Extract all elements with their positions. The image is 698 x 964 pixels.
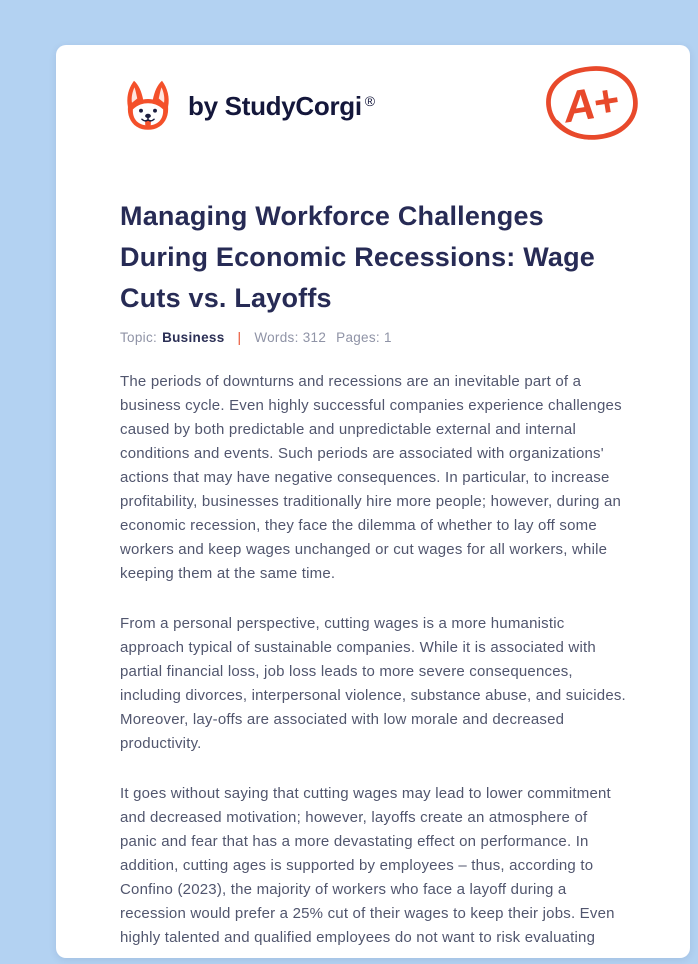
article-meta	[120, 330, 626, 345]
meta-pages-label: Pages:	[336, 330, 380, 345]
meta-separator: |	[237, 330, 242, 345]
paragraph-1: The periods of downturns and recessions are an inevitable part of a business cycle. Even highly successful companies experience challenges caused by both predictable and unpredictable external and internal conditions and events. Such periods are associated with organizations' actions that may have negative consequences. In particular, to increase profitability, businesses traditionally hire more people; however, during an economic recession, they face the dilemma of whether to lay off some workers and keep wages unchanged or cut wages for all workers, while keeping them at the same time.	[120, 373, 622, 582]
meta-pages-value: 1	[384, 330, 392, 345]
brand-name	[188, 91, 375, 122]
brand-name-text: by StudyCorgi	[188, 90, 362, 121]
paragraph-3: It goes without saying that cutting wages may lead to lower commitment and decreased motivation; however, layoffs create an atmosphere of panic and fear that has a more devastating effect on performance. In addition, cutting ages is supported by employees – thus, according to Confino (2023), the majority of workers who face a layoff during a recession would prefer a 25% cut of their wages to keep their jobs. Even highly talented and qualified employees do not want to risk evaluating	[120, 785, 615, 946]
document-header	[120, 75, 626, 144]
corgi-icon	[120, 78, 176, 134]
meta-pages	[336, 330, 392, 345]
brand-logo	[120, 78, 375, 134]
meta-words-value: 312	[302, 330, 327, 345]
meta-words	[254, 330, 326, 345]
document-body	[120, 370, 626, 950]
meta-topic-label: Topic:	[120, 330, 158, 345]
meta-words-label: Words:	[254, 330, 299, 345]
registered-trademark: ®	[364, 92, 375, 109]
paragraph-2: From a personal perspective, cutting wages is a more humanistic approach typical of sustainable companies. While it is associated with partial financial loss, job loss leads to more severe consequences, including divorces, interpersonal violence, substance abuse, and suicides. Moreover, lay-offs are associated with low morale and decreased productivity.	[120, 615, 626, 752]
grade-text: A+	[559, 75, 621, 133]
meta-topic-value: Business	[162, 330, 225, 345]
page-title: Managing Workforce Challenges During Economic Recessions: Wage Cuts vs. Layoffs	[120, 201, 595, 313]
document-card	[56, 45, 690, 958]
a-plus-stamp-icon	[541, 64, 643, 144]
